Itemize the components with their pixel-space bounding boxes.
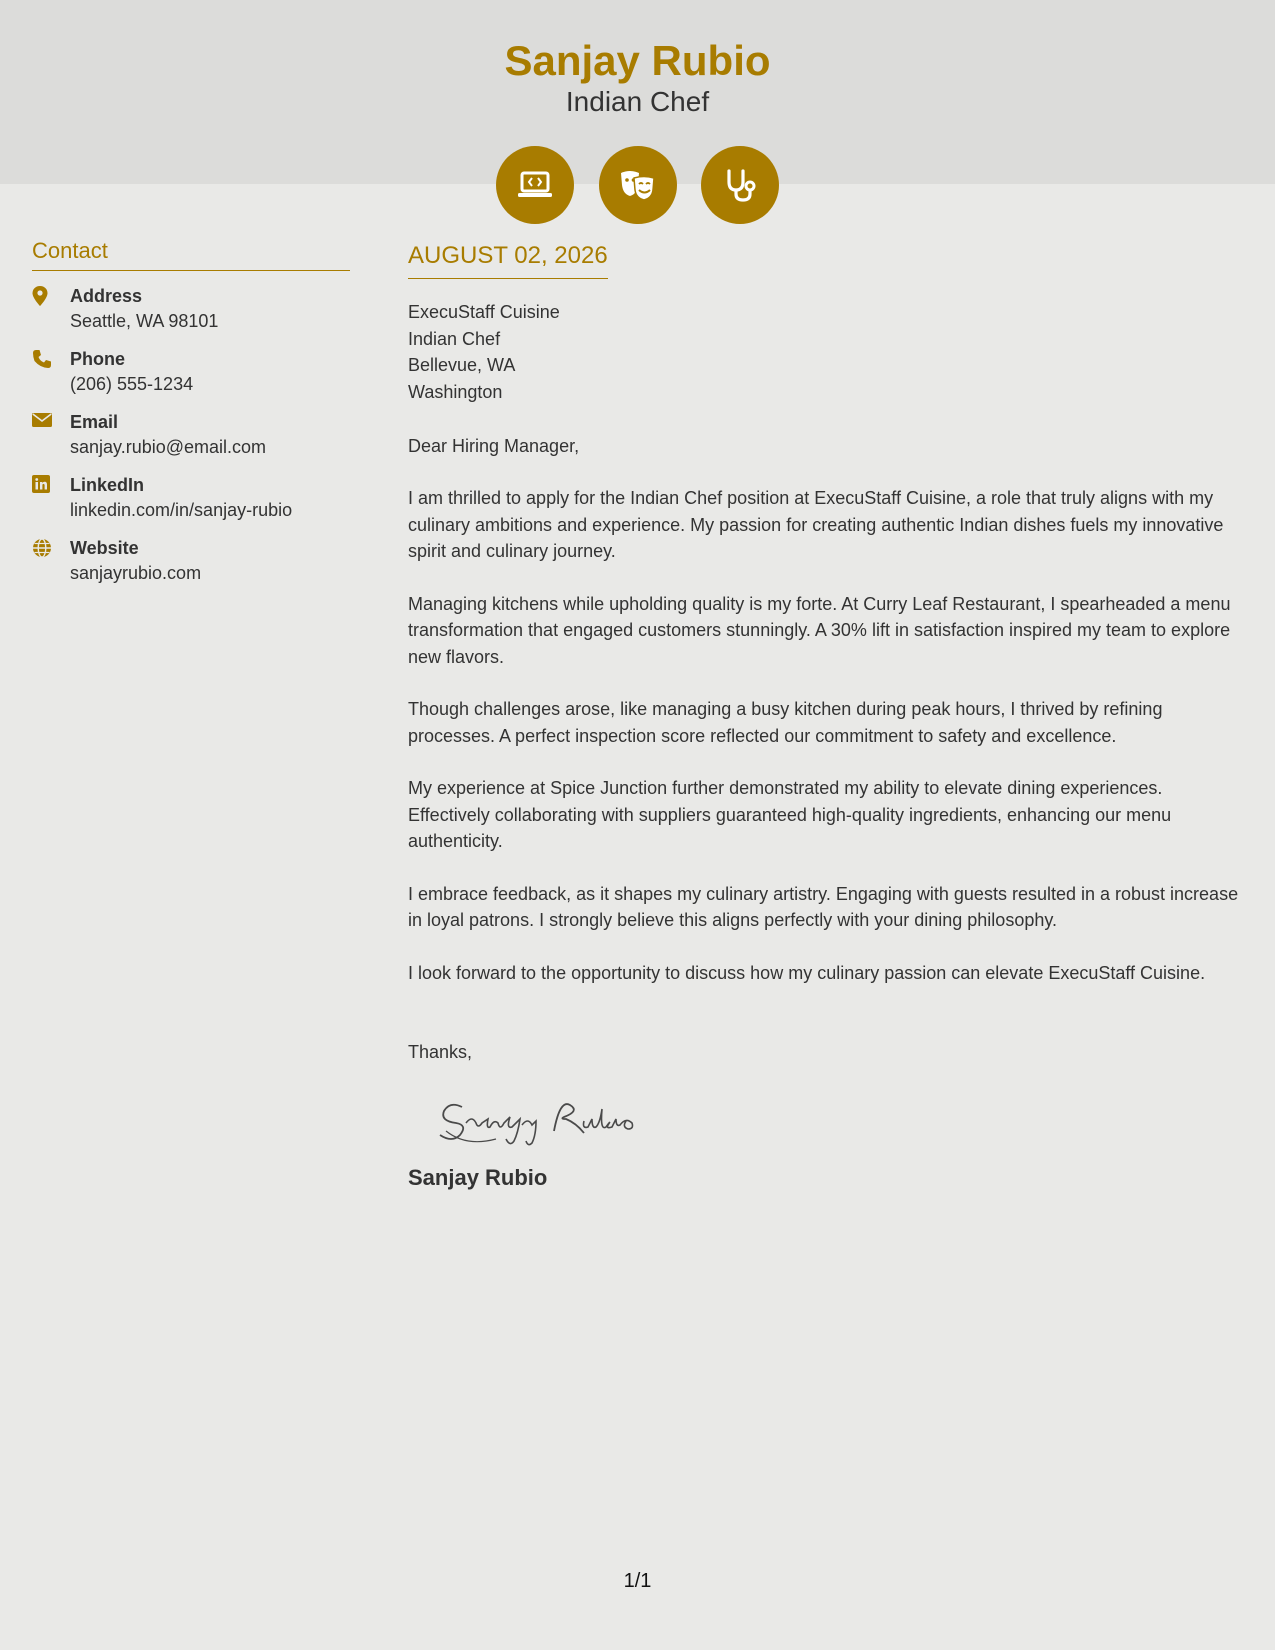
contact-value: sanjay.rubio@email.com <box>70 437 267 457</box>
contact-email <box>32 409 350 460</box>
letter-date: AUGUST 02, 2026 <box>408 238 608 279</box>
contact-value: linkedin.com/in/sanjay-rubio <box>70 500 293 520</box>
contact-label: Website <box>70 538 139 558</box>
letter-body <box>408 238 1248 1193</box>
closing: Thanks, <box>408 1042 473 1062</box>
recipient-position: Indian Chef <box>408 328 501 349</box>
letter-paragraph: My experience at Spice Junction further demonstrated my ability to elevate dining experiences. Effectively collaborating with suppliers guaranteed high-quality ingredients, enhancing our menu authenticity. <box>408 778 1172 851</box>
map-pin-icon <box>32 283 70 334</box>
letter-paragraph: Though challenges arose, like managing a busy kitchen during peak hours, I thrived by refining processes. A perfect inspection score reflected our commitment to safety and excellence. <box>408 699 1163 746</box>
contact-value: Seattle, WA 98101 <box>70 311 219 331</box>
badge-row <box>496 146 779 224</box>
contact-label: Address <box>70 286 143 306</box>
page-number: 1/1 <box>623 1570 652 1592</box>
salutation: Dear Hiring Manager, <box>408 436 580 456</box>
theater-masks-icon <box>599 146 677 224</box>
recipient-state: Washington <box>408 381 503 402</box>
letter-paragraph: I look forward to the opportunity to discuss how my culinary passion can elevate ExecuStaff Cuisine. <box>408 962 1206 983</box>
contact-label: Email <box>70 412 119 432</box>
contact-sidebar <box>32 236 350 598</box>
contact-label: Phone <box>70 349 126 369</box>
laptop-code-icon <box>496 146 574 224</box>
signer-name: Sanjay Rubio <box>408 1165 548 1190</box>
recipient-block <box>408 299 1248 405</box>
contact-phone <box>32 346 350 397</box>
envelope-icon <box>32 409 70 460</box>
recipient-company: ExecuStaff Cuisine <box>408 302 560 322</box>
letter-paragraph: I am thrilled to apply for the Indian Chef position at ExecuStaff Cuisine, a role that truly aligns with my culinary ambitions and experience. My passion for creating authentic Indian dishes fuels my innovative spirit and culinary journey. <box>408 488 1224 561</box>
contact-address <box>32 283 350 334</box>
linkedin-icon <box>32 472 70 523</box>
letter-paragraph: I embrace feedback, as it shapes my culinary artistry. Engaging with guests resulted in a robust increase in loyal patrons. I strongly believe this aligns perfectly with your dining philosophy. <box>408 883 1239 930</box>
applicant-role: Indian Chef <box>565 86 710 117</box>
contact-website <box>32 535 350 586</box>
recipient-city: Bellevue, WA <box>408 355 516 375</box>
contact-list <box>32 283 350 586</box>
handwritten-signature <box>436 1089 1248 1149</box>
contact-label: LinkedIn <box>70 475 145 495</box>
contact-value: (206) 555-1234 <box>70 374 194 394</box>
applicant-name: Sanjay Rubio <box>504 37 771 84</box>
globe-icon <box>32 535 70 586</box>
phone-icon <box>32 346 70 397</box>
contact-section-title: Contact <box>32 236 350 271</box>
contact-linkedin <box>32 472 350 523</box>
contact-value: sanjayrubio.com <box>70 563 202 583</box>
letter-paragraph: Managing kitchens while upholding quality is my forte. At Curry Leaf Restaurant, I spearheaded a menu transformation that engaged customers stunningly. A 30% lift in satisfaction inspired my team to explore new flavors. <box>408 593 1231 667</box>
stethoscope-icon <box>701 146 779 224</box>
